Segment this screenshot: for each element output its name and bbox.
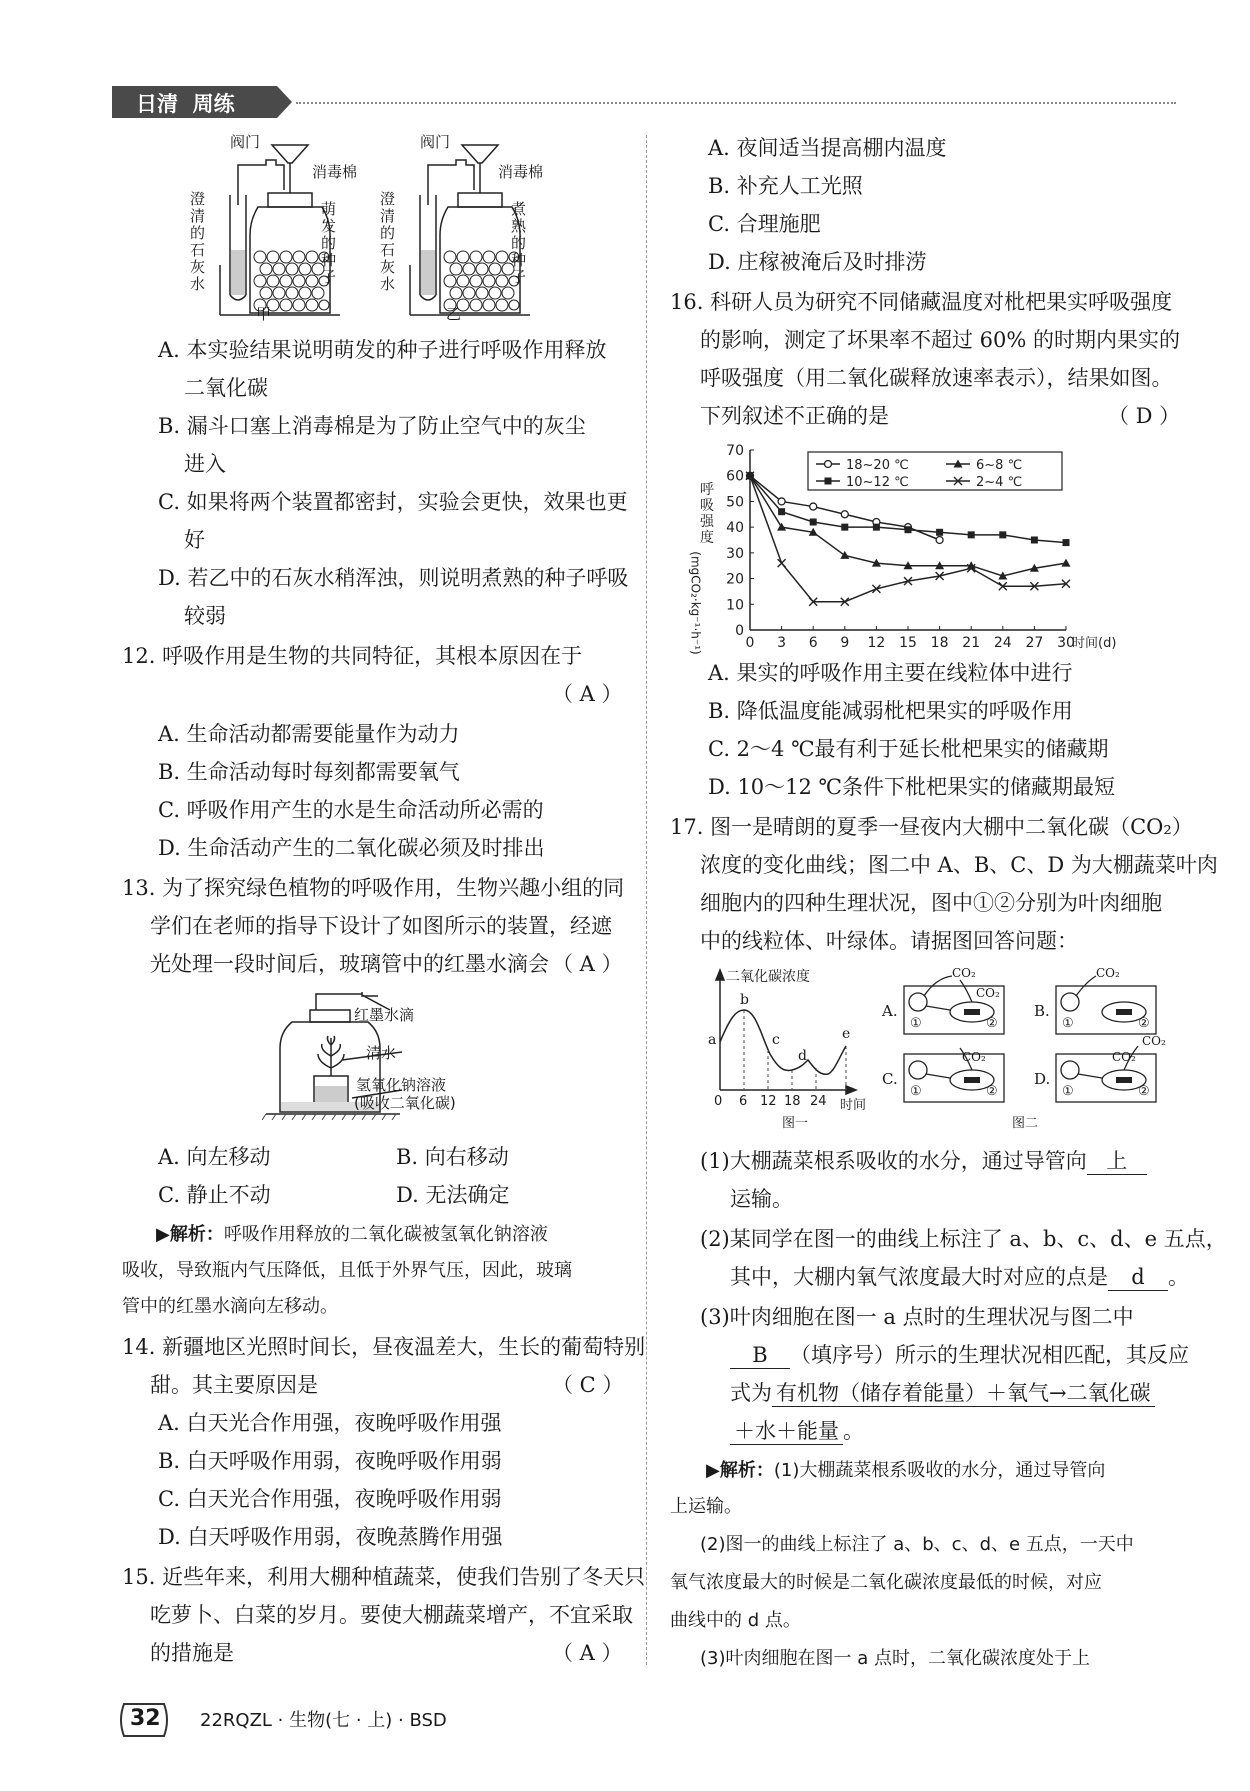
- q17-p3-line4: [730, 1418, 864, 1445]
- fig2-mark2-a: ②: [986, 1016, 998, 1031]
- seed-char: 的: [511, 234, 527, 252]
- q12-optC: C. 呼吸作用产生的水是生命活动所必需的: [158, 798, 544, 822]
- q11-figure: [180, 133, 560, 323]
- q13-jiexi-2: 吸收，导致瓶内气压降低，且低于外界气压，因此，玻璃: [122, 1260, 572, 1281]
- x-tick-label: 18: [930, 635, 949, 650]
- series-2-point: [810, 519, 817, 526]
- seeds-jia: [254, 251, 329, 311]
- q15-optA: A. 夜间适当提高棚内温度: [708, 136, 947, 160]
- q13-fig-naoh-1: 氢氧化钠溶液: [356, 1076, 447, 1094]
- q15-optD: D. 庄稼被淹后及时排涝: [708, 250, 927, 274]
- lime-char: 清: [380, 207, 396, 225]
- legend-label: 10~12 ℃: [846, 475, 909, 490]
- series-0-point: [810, 503, 817, 510]
- series-0-point: [841, 511, 848, 518]
- lime-char: 石: [380, 241, 396, 259]
- series-2-point: [1031, 537, 1038, 544]
- fig-jia-cotton: 消毒棉: [312, 163, 358, 181]
- fig2-co2-c: CO₂: [962, 1050, 986, 1064]
- fig2-co2-a1: CO₂: [952, 966, 976, 980]
- y-tick-label: 60: [726, 468, 744, 485]
- fig2-mark2-c: ②: [986, 1084, 998, 1099]
- q12-stem: 12. 呼吸作用是生物的共同特征，其根本原因在于: [122, 644, 583, 668]
- fig1-xtick-6: 6: [739, 1094, 748, 1109]
- seed-char: 的: [321, 234, 337, 252]
- y-tick-label: 0: [735, 623, 744, 639]
- fig1-xtick-12: 12: [760, 1094, 777, 1109]
- q17-jiexi-5: 曲线中的 d 点。: [670, 1610, 801, 1631]
- fig2-co2-d1: CO₂: [1112, 1050, 1136, 1064]
- legend-label: 2~4 ℃: [976, 475, 1023, 490]
- fig-yi-valve: 阀门: [420, 133, 451, 151]
- fig1-xtick-0: 0: [714, 1094, 723, 1109]
- jiexi-arrow-icon: ▶: [706, 1460, 720, 1481]
- q17-p3-line2: [730, 1342, 1189, 1369]
- page-number-badge: [116, 1700, 172, 1740]
- q17-fig1: [700, 968, 890, 1131]
- q13-optD: D. 无法确定: [396, 1183, 510, 1207]
- q16-stem-1: 16. 科研人员为研究不同储藏温度对枇杷果实呼吸强度: [670, 290, 1173, 314]
- q17-jiexi-label: 解析：: [719, 1460, 774, 1481]
- q17-p3-line1: (3)叶肉细胞在图一 a 点时的生理状况与图二中: [700, 1305, 1134, 1329]
- q12-optB: B. 生命活动每时每刻都需要氧气: [158, 760, 460, 784]
- q16-chart-svg: [690, 440, 1170, 650]
- q15-stem-2: 吃萝卜、白菜的岁月。要使大棚蔬菜增产，不宜采取: [150, 1603, 633, 1627]
- x-tick-label: 9: [840, 635, 850, 650]
- series-0-point: [778, 498, 785, 505]
- q12-optA: A. 生命活动都需要能量作为动力: [158, 722, 460, 746]
- q17-jiexi-1: [706, 1458, 1105, 1484]
- lime-char: 澄: [380, 190, 396, 208]
- fig2-label-d: D.: [1034, 1070, 1051, 1088]
- seed-char: 发: [321, 217, 337, 235]
- series-0-point: [936, 537, 943, 544]
- fig2-mark2-b: ②: [1138, 1016, 1150, 1031]
- q16-answer: （ D ）: [1108, 404, 1181, 428]
- q17-p3-end: 。: [843, 1419, 864, 1443]
- seed-char: 熟: [511, 217, 527, 235]
- q13-jiexi-text: 呼吸作用释放的二氧化碳被氢氧化钠溶液: [223, 1224, 548, 1245]
- x-tick-label: 15: [899, 635, 917, 650]
- fig1-ylabel: 二氧化碳浓度: [726, 969, 810, 985]
- q16-optB: B. 降低温度能减弱枇杷果实的呼吸作用: [708, 699, 1073, 723]
- q17-p2-end: 。: [1168, 1265, 1189, 1289]
- q17-p3-answer1: B: [730, 1342, 790, 1369]
- fig-yi-cotton: 消毒棉: [498, 163, 544, 181]
- q13-stem-1: 13. 为了探究绿色植物的呼吸作用，生物兴趣小组的同: [122, 876, 625, 900]
- fig1-caption: 图一: [782, 1116, 809, 1131]
- q17-stem-1: 17. 图一是晴朗的夏季一昼夜内大棚中二氧化碳（CO₂）: [670, 815, 1193, 839]
- fig2-label-c: C.: [882, 1070, 898, 1088]
- fig2-mark1-b: ①: [1062, 1016, 1074, 1031]
- q17-p2-line2: [730, 1264, 1189, 1291]
- q14-stem-1: 14. 新疆地区光照时间长，昼夜温差大，生长的葡萄特别: [122, 1335, 646, 1359]
- q17-p3-text2: （填序号）所示的生理状况相匹配，其反应: [790, 1343, 1189, 1367]
- fig2-mark1-a: ①: [910, 1016, 922, 1031]
- q13-stem-3: 光处理一段时间后，玻璃管中的红墨水滴会: [150, 952, 549, 976]
- fig-yi-label: 乙: [446, 305, 462, 323]
- fig-yi-seeds: [511, 201, 527, 286]
- fig2-co2-a2: CO₂: [976, 986, 1000, 1000]
- footer-code: 22RQZL · 生物(七 · 上) · BSD: [200, 1710, 447, 1731]
- fig1-point-b: b: [740, 992, 749, 1008]
- fig-jia-label: 甲: [256, 305, 272, 323]
- q17-p2-answer: d: [1108, 1264, 1168, 1291]
- x-tick-label: 0: [745, 635, 755, 650]
- q17-p2-line1: (2)某同学在图一的曲线上标注了 a、b、c、d、e 五点，: [700, 1227, 1227, 1251]
- series-2-point: [968, 531, 975, 538]
- q11-optD-2: 较弱: [184, 604, 226, 628]
- q13-fig-naoh-2: (吸收二氧化碳): [354, 1094, 456, 1112]
- series-2-point: [999, 531, 1006, 538]
- series-2-point: [873, 524, 880, 531]
- q13-figure: [262, 990, 512, 1120]
- q11-optA-1: A. 本实验结果说明萌发的种子进行呼吸作用释放: [158, 338, 607, 362]
- seeds-yi: [444, 251, 519, 311]
- lime-char: 灰: [190, 258, 206, 276]
- x-tick-label: 6: [808, 635, 818, 650]
- q13-fig-water: 清水: [366, 1044, 397, 1062]
- y-tick-label: 40: [726, 520, 744, 537]
- fig2-label-a: A.: [882, 1002, 898, 1020]
- fig1-point-e: e: [842, 1026, 851, 1042]
- q17-p1-text: (1)大棚蔬菜根系吸收的水分，通过导管向: [700, 1149, 1087, 1173]
- q17-p3-answer2: 有机物（储存着能量）＋氧气→二氧化碳: [772, 1380, 1155, 1407]
- fig2-mark2-d: ②: [1138, 1084, 1150, 1099]
- lime-char: 灰: [380, 258, 396, 276]
- fig1-xlabel: 时间: [840, 1098, 867, 1113]
- q14-optB: B. 白天呼吸作用弱，夜晚呼吸作用弱: [158, 1449, 502, 1473]
- q16-optD: D. 10～12 ℃条件下枇杷果实的储藏期最短: [708, 775, 1116, 799]
- x-tick-label: 3: [777, 635, 787, 650]
- q17-stem-3: 细胞内的四种生理状况，图中①②分别为叶肉细胞: [700, 891, 1162, 915]
- q17-p1-answer: 上: [1087, 1148, 1147, 1175]
- q17-p2-text: 其中，大棚内氧气浓度最大时对应的点是: [730, 1265, 1108, 1289]
- series-1-point: [777, 523, 786, 531]
- q16-optA: A. 果实的呼吸作用主要在线粒体中进行: [708, 661, 1073, 685]
- legend-label: 18~20 ℃: [846, 458, 909, 473]
- q14-stem-2: 甜。其主要原因是: [150, 1373, 318, 1397]
- q14-answer: （ C ）: [552, 1373, 624, 1397]
- q17-jiexi-6: (3)叶肉细胞在图一 a 点时，二氧化碳浓度处于上: [700, 1648, 1090, 1669]
- q17-fig2-svg: [880, 968, 1170, 1108]
- q15-stem-3: 的措施是: [150, 1641, 234, 1665]
- y-tick-label: 50: [726, 494, 744, 511]
- q15-stem-1: 15. 近些年来，利用大棚种植蔬菜，使我们告别了冬天只: [122, 1565, 646, 1589]
- q12-answer: （ A ）: [552, 682, 623, 706]
- lime-char: 的: [190, 224, 206, 242]
- legend-label: 6~8 ℃: [976, 458, 1023, 473]
- q17-p3-line3: [730, 1380, 1155, 1407]
- jiexi-arrow-icon: ▶: [156, 1224, 170, 1245]
- series-2-point: [905, 526, 912, 533]
- fig1-xtick-18: 18: [784, 1094, 801, 1109]
- series-3-point: [778, 559, 786, 567]
- series-1-point: [1062, 559, 1071, 567]
- series-2-point: [1063, 539, 1070, 546]
- seed-char: 煮: [511, 200, 527, 218]
- series-2-point: [936, 529, 943, 536]
- lime-char: 清: [190, 207, 206, 225]
- fig2-co2-b: CO₂: [1096, 966, 1120, 980]
- q17-jiexi-2: 上运输。: [670, 1496, 742, 1517]
- lime-char: 水: [190, 275, 206, 293]
- q17-stem-2: 浓度的变化曲线；图二中 A、B、C、D 为大棚蔬菜叶肉: [700, 853, 1218, 877]
- fig1-xtick-24: 24: [810, 1094, 827, 1109]
- seed-char: 种: [321, 251, 337, 269]
- lime-char: 的: [380, 224, 396, 242]
- legend-marker: [825, 461, 832, 468]
- header-tag: [112, 86, 292, 118]
- q13-jiexi-1: [156, 1222, 548, 1248]
- page-number: 32: [130, 1706, 161, 1731]
- q17-p1-line1: [700, 1148, 1147, 1175]
- header-rule: [296, 102, 1176, 104]
- q16-chart: [688, 440, 1170, 655]
- y-tick-label: 70: [726, 443, 744, 459]
- x-tick-label: 24: [993, 635, 1012, 650]
- fig-jia-limewater: [190, 191, 206, 293]
- fig1-point-a: a: [708, 1032, 717, 1048]
- q13-optC: C. 静止不动: [158, 1183, 271, 1207]
- q16-stem-3: 呼吸强度（用二氧化碳释放速率表示），结果如图。: [700, 366, 1173, 390]
- fig2-mark1-d: ①: [1062, 1084, 1074, 1099]
- q16-stem-2: 的影响，测定了坏果率不超过 60% 的时期内果实的: [700, 328, 1181, 352]
- fig2-caption: 图二: [1012, 1116, 1039, 1131]
- q14-optC: C. 白天光合作用强，夜晚呼吸作用弱: [158, 1487, 502, 1511]
- q13-optA: A. 向左移动: [158, 1145, 271, 1169]
- seed-char: 子: [511, 268, 527, 286]
- q14-optD: D. 白天呼吸作用弱，夜晚蒸腾作用强: [158, 1525, 503, 1549]
- q13-fig-drop: 红墨水滴: [354, 1006, 415, 1024]
- series-1-point: [840, 551, 849, 559]
- q13-jiexi-label: 解析：: [169, 1224, 224, 1245]
- q11-optB-2: 进入: [184, 452, 226, 476]
- q17-stem-4: 中的线粒体、叶绿体。请据图回答问题：: [700, 929, 1078, 953]
- q16-optC: C. 2～4 ℃最有利于延长枇杷果实的储藏期: [708, 737, 1109, 761]
- fig2-co2-d2: CO₂: [1142, 1034, 1166, 1048]
- y-tick-label: 10: [726, 597, 744, 614]
- q11-optA-2: 二氧化碳: [184, 376, 268, 400]
- ylabel-char: 吸: [700, 498, 714, 514]
- y-tick-label: 20: [726, 571, 744, 588]
- series-line-3: [750, 476, 1066, 602]
- chart-yunit: (mgCO₂·kg⁻¹·h⁻¹): [688, 551, 703, 655]
- ylabel-char: 度: [700, 530, 714, 546]
- seed-char: 种: [511, 251, 527, 269]
- q14-optA: A. 白天光合作用强，夜晚呼吸作用强: [158, 1411, 502, 1435]
- q11-optC-1: C. 如果将两个装置都密封，实验会更快，效果也更: [158, 490, 628, 514]
- q17-jiexi-text: (1)大棚蔬菜根系吸收的水分，通过导管向: [773, 1460, 1106, 1481]
- column-divider: [646, 135, 647, 1665]
- q13-answer: （ A ）: [552, 952, 623, 976]
- fig-jia-seeds: [321, 201, 337, 286]
- x-tick-label: 27: [1025, 635, 1044, 650]
- fig-jia-valve: 阀门: [230, 133, 261, 151]
- q15-optB: B. 补充人工光照: [708, 174, 863, 198]
- x-tick-label: 12: [867, 635, 886, 650]
- ylabel-char: 强: [700, 514, 714, 530]
- q17-p1-line2: 运输。: [730, 1187, 793, 1211]
- q17-jiexi-4: 氧气浓度最大的时候是二氧化碳浓度最低的时候，对应: [670, 1572, 1102, 1593]
- q11-optD-1: D. 若乙中的石灰水稍浑浊，则说明煮熟的种子呼吸: [158, 566, 629, 590]
- x-tick-label: 21: [962, 635, 981, 650]
- lime-char: 石: [190, 241, 206, 259]
- q13-stem-2: 学们在老师的指导下设计了如图所示的装置，经遮: [150, 914, 612, 938]
- q15-answer: （ A ）: [552, 1641, 623, 1665]
- q17-p3-answer3: ＋水＋能量: [730, 1418, 843, 1445]
- ylabel-char: 呼: [700, 482, 714, 498]
- q17-fig2: [880, 966, 1170, 1131]
- chart-ylabel: [700, 482, 716, 546]
- series-2-point: [778, 508, 785, 515]
- q17-p3-text3: 式为: [730, 1381, 772, 1405]
- fig2-mark1-c: ①: [910, 1084, 922, 1099]
- series-2-point: [841, 524, 848, 531]
- q11-optB-1: B. 漏斗口塞上消毒棉是为了防止空气中的灰尘: [158, 414, 586, 438]
- lime-char: 水: [380, 275, 396, 293]
- lime-char: 澄: [190, 190, 206, 208]
- fig-yi-limewater: [380, 191, 396, 293]
- q16-stem-4: 下列叙述不正确的是: [700, 404, 889, 428]
- x-axis-label: 时间(d): [1072, 636, 1117, 650]
- seed-char: 萌: [321, 200, 337, 218]
- q15-optC: C. 合理施肥: [708, 212, 821, 236]
- legend-marker: [825, 478, 832, 485]
- fig1-point-c: c: [772, 1032, 780, 1048]
- fig2-label-b: B.: [1034, 1002, 1050, 1020]
- y-tick-label: 30: [726, 545, 744, 562]
- q17-jiexi-3: (2)图一的曲线上标注了 a、b、c、d、e 五点，一天中: [700, 1534, 1134, 1555]
- q13-optB: B. 向右移动: [396, 1145, 509, 1169]
- header-tag-text: 日清 周练: [136, 92, 235, 116]
- x-tick-label: 30: [1057, 635, 1075, 650]
- q11-optC-2: 好: [184, 528, 205, 552]
- q12-optD: D. 生命活动产生的二氧化碳必须及时排出: [158, 836, 545, 860]
- seed-char: 子: [321, 268, 337, 286]
- fig1-point-d: d: [798, 1048, 807, 1064]
- q13-jiexi-3: 管中的红墨水滴向左移动。: [122, 1296, 338, 1317]
